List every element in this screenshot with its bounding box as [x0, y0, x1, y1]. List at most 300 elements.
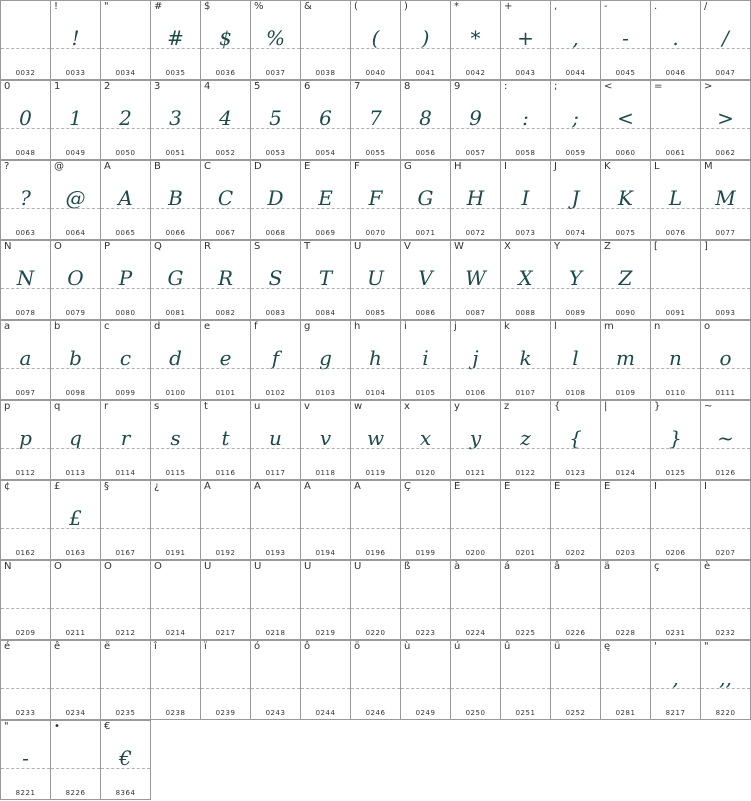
glyph-code: 0228	[615, 629, 636, 637]
glyph-cell	[100, 160, 151, 240]
baseline-dashed	[1, 608, 50, 609]
glyph-character-label: F	[354, 161, 360, 172]
glyph-code: 0118	[315, 469, 336, 477]
glyph-code: 0224	[465, 629, 486, 637]
glyph-sample	[701, 498, 750, 538]
glyph-cell	[100, 640, 151, 720]
glyph-cell	[650, 240, 701, 320]
glyph-sample: e	[219, 346, 232, 370]
glyph-character-label: %	[254, 1, 264, 12]
glyph-character-label: }	[654, 401, 661, 412]
baseline-dashed	[551, 48, 600, 49]
baseline-dashed	[151, 288, 200, 289]
glyph-code: 0099	[115, 389, 136, 397]
baseline-dashed	[101, 448, 150, 449]
row-divider	[0, 160, 751, 161]
glyph-sample	[101, 498, 150, 538]
glyph-cell	[0, 560, 51, 640]
glyph-code: 0239	[215, 709, 236, 717]
glyph-cell	[200, 160, 251, 240]
glyph-sample	[251, 658, 300, 698]
glyph-code: 0044	[565, 69, 586, 77]
glyph-sample: X	[518, 266, 533, 290]
glyph-sample: n	[669, 346, 682, 370]
glyph-code: 0220	[365, 629, 386, 637]
baseline-dashed	[451, 208, 500, 209]
glyph-sample: %	[265, 26, 285, 50]
glyph-code: 0073	[515, 229, 536, 237]
glyph-code: 8226	[65, 789, 86, 797]
glyph-code: 0281	[615, 709, 636, 717]
glyph-sample	[401, 498, 450, 538]
glyph-cell	[700, 160, 751, 240]
glyph-character-label: £	[54, 481, 61, 492]
baseline-dashed	[651, 48, 700, 49]
glyph-code: 0083	[265, 309, 286, 317]
glyph-sample: u	[269, 426, 282, 450]
glyph-code: 0103	[315, 389, 336, 397]
glyph-cell	[600, 80, 651, 160]
glyph-cell	[150, 320, 201, 400]
glyph-sample: @	[65, 186, 86, 210]
glyph-cell	[0, 640, 51, 720]
glyph-code: 0082	[215, 309, 236, 317]
baseline-dashed	[701, 288, 750, 289]
glyph-sample	[401, 658, 450, 698]
glyph-character-label: /	[704, 1, 708, 12]
glyph-sample: )	[421, 26, 430, 50]
glyph-code: 0116	[215, 469, 236, 477]
baseline-dashed	[201, 688, 250, 689]
glyph-character-label: U	[354, 241, 362, 252]
glyph-character-label: ë	[104, 641, 111, 652]
glyph-sample	[401, 578, 450, 618]
glyph-code: 0163	[65, 549, 86, 557]
baseline-dashed	[51, 208, 100, 209]
glyph-code: 0065	[115, 229, 136, 237]
glyph-sample: ,	[572, 26, 579, 50]
baseline-dashed	[551, 288, 600, 289]
glyph-code: 0212	[115, 629, 136, 637]
glyph-code: 0091	[665, 309, 686, 317]
glyph-code: 0041	[415, 69, 436, 77]
glyph-code: 0196	[365, 549, 386, 557]
glyph-sample: i	[422, 346, 429, 370]
row-divider	[0, 480, 751, 481]
glyph-sample	[201, 658, 250, 698]
glyph-code: 8364	[115, 789, 136, 797]
baseline-dashed	[301, 48, 350, 49]
glyph-sample: M	[715, 186, 736, 210]
glyph-character-label: Y	[554, 241, 561, 252]
glyph-sample	[451, 658, 500, 698]
glyph-cell	[600, 480, 651, 560]
glyph-code: 0252	[565, 709, 586, 717]
baseline-dashed	[1, 368, 50, 369]
glyph-cell	[0, 0, 51, 80]
glyph-cell	[400, 400, 451, 480]
glyph-code: 0167	[115, 549, 136, 557]
glyph-code: 0053	[265, 149, 286, 157]
row-divider	[0, 80, 751, 81]
glyph-cell	[500, 0, 551, 80]
baseline-dashed	[301, 368, 350, 369]
glyph-cell	[0, 320, 51, 400]
glyph-sample	[301, 498, 350, 538]
glyph-sample	[601, 498, 650, 538]
glyph-sample: >	[717, 106, 734, 130]
glyph-code: 0108	[565, 389, 586, 397]
baseline-dashed	[351, 208, 400, 209]
glyph-code: 0202	[565, 549, 586, 557]
glyph-code: 0047	[715, 69, 736, 77]
glyph-code: 0124	[615, 469, 636, 477]
baseline-dashed	[501, 208, 550, 209]
glyph-sample: 6	[319, 106, 332, 130]
glyph-character-label: j	[454, 321, 457, 332]
glyph-sample: T	[318, 266, 333, 290]
glyph-cell	[50, 400, 101, 480]
glyph-code: 0194	[315, 549, 336, 557]
glyph-cell	[100, 240, 151, 320]
glyph-code: 0052	[215, 149, 236, 157]
baseline-dashed	[351, 448, 400, 449]
glyph-cell	[550, 0, 601, 80]
glyph-character-label: $	[204, 1, 211, 12]
glyph-cell	[100, 320, 151, 400]
glyph-cell	[250, 80, 301, 160]
glyph-character-label: Ú	[254, 561, 262, 572]
glyph-cell	[600, 640, 651, 720]
glyph-sample	[651, 578, 700, 618]
glyph-character-label: û	[504, 641, 511, 652]
baseline-dashed	[51, 368, 100, 369]
glyph-sample	[651, 98, 700, 138]
baseline-dashed	[601, 688, 650, 689]
glyph-sample	[301, 658, 350, 698]
glyph-code: 0211	[65, 629, 86, 637]
glyph-sample: s	[170, 426, 181, 450]
glyph-cell	[350, 400, 401, 480]
glyph-sample: Z	[618, 266, 633, 290]
glyph-sample: {	[569, 426, 582, 450]
glyph-character-label: C	[204, 161, 211, 172]
glyph-code: 0223	[415, 629, 436, 637]
baseline-dashed	[401, 128, 450, 129]
glyph-code: 0251	[515, 709, 536, 717]
baseline-dashed	[301, 448, 350, 449]
glyph-character-label: &	[304, 1, 312, 12]
glyph-sample	[51, 738, 100, 778]
glyph-character-label: i	[404, 321, 407, 332]
glyph-cell	[300, 320, 351, 400]
glyph-character-label: Â	[304, 481, 311, 492]
glyph-code: 0119	[365, 469, 386, 477]
glyph-character-label: ï	[204, 641, 207, 652]
glyph-character-label: >	[704, 81, 713, 92]
glyph-code: 0111	[715, 389, 736, 397]
glyph-sample: U	[367, 266, 384, 290]
baseline-dashed	[51, 448, 100, 449]
row-divider	[0, 240, 751, 241]
glyph-character-label: ~	[704, 401, 713, 412]
glyph-code: 0199	[415, 549, 436, 557]
glyph-sample: #	[167, 26, 184, 50]
glyph-code: 0081	[165, 309, 186, 317]
glyph-code: 0088	[515, 309, 536, 317]
baseline-dashed	[501, 448, 550, 449]
baseline-dashed	[251, 208, 300, 209]
glyph-character-label: :	[504, 81, 508, 92]
glyph-character-label: .	[654, 1, 658, 12]
glyph-code: 0051	[165, 149, 186, 157]
glyph-code: 0243	[265, 709, 286, 717]
glyph-character-label: N	[4, 241, 12, 252]
glyph-character-label: [	[654, 241, 658, 252]
glyph-cell	[50, 0, 101, 80]
glyph-sample: W	[465, 266, 486, 290]
glyph-sample	[301, 578, 350, 618]
glyph-character-label: X	[504, 241, 511, 252]
glyph-code: 0032	[15, 69, 36, 77]
glyph-sample: q	[69, 426, 82, 450]
glyph-cell	[50, 640, 101, 720]
glyph-cell	[650, 80, 701, 160]
glyph-cell	[550, 160, 601, 240]
glyph-code: 0087	[465, 309, 486, 317]
glyph-code: 0035	[165, 69, 186, 77]
glyph-cell	[300, 0, 351, 80]
glyph-cell	[150, 640, 201, 720]
glyph-character-label: R	[204, 241, 211, 252]
baseline-dashed	[351, 128, 400, 129]
glyph-code: 0206	[665, 549, 686, 557]
glyph-character-label: Ó	[54, 561, 62, 572]
baseline-dashed	[301, 288, 350, 289]
glyph-sample: ,	[672, 666, 679, 690]
glyph-cell	[200, 640, 251, 720]
glyph-cell	[650, 560, 701, 640]
glyph-code: 0203	[615, 549, 636, 557]
baseline-dashed	[451, 688, 500, 689]
glyph-cell	[400, 240, 451, 320]
baseline-dashed	[401, 448, 450, 449]
glyph-sample: G	[167, 266, 184, 290]
glyph-cell	[300, 560, 351, 640]
glyph-cell	[0, 80, 51, 160]
glyph-sample: }	[669, 426, 682, 450]
baseline-dashed	[401, 288, 450, 289]
glyph-sample: l	[572, 346, 579, 370]
glyph-cell	[650, 160, 701, 240]
glyph-sample	[251, 498, 300, 538]
baseline-dashed	[451, 608, 500, 609]
glyph-code: 0034	[115, 69, 136, 77]
glyph-code: 0060	[615, 149, 636, 157]
glyph-sample	[351, 658, 400, 698]
glyph-character-label: t	[204, 401, 208, 412]
glyph-character-label: -	[604, 1, 608, 12]
glyph-sample: $	[219, 26, 232, 50]
glyph-character-label: 7	[354, 81, 361, 92]
baseline-dashed	[601, 448, 650, 449]
glyph-code: 0046	[665, 69, 686, 77]
glyph-character-label: ?	[4, 161, 10, 172]
glyph-character-label: Ü	[354, 561, 362, 572]
glyph-character-label: 8	[404, 81, 411, 92]
glyph-cell	[550, 400, 601, 480]
glyph-character-label: !	[54, 1, 59, 12]
glyph-sample	[451, 578, 500, 618]
glyph-code: 0077	[715, 229, 736, 237]
baseline-dashed	[351, 608, 400, 609]
glyph-cell	[250, 640, 301, 720]
glyph-sample: I	[521, 186, 530, 210]
glyph-code: 0049	[65, 149, 86, 157]
glyph-sample: L	[668, 186, 683, 210]
glyph-cell	[150, 480, 201, 560]
glyph-character-label: ]	[704, 241, 708, 252]
row-divider	[0, 400, 751, 401]
glyph-code: 0085	[365, 309, 386, 317]
glyph-character-label: á	[504, 561, 511, 572]
glyph-sample: r	[120, 426, 131, 450]
glyph-sample: x	[419, 426, 432, 450]
glyph-sample	[601, 658, 650, 698]
glyph-character-label: ;	[554, 81, 558, 92]
glyph-cell	[350, 560, 401, 640]
glyph-code: 0040	[365, 69, 386, 77]
baseline-dashed	[701, 448, 750, 449]
glyph-code: 0101	[215, 389, 236, 397]
glyph-character-label: Î	[654, 481, 657, 492]
glyph-cell	[50, 240, 101, 320]
glyph-character-label: Ï	[704, 481, 707, 492]
baseline-dashed	[101, 688, 150, 689]
glyph-cell	[250, 560, 301, 640]
glyph-character-label: Q	[154, 241, 162, 252]
glyph-character-label: Ä	[354, 481, 361, 492]
glyph-code: 8217	[665, 709, 686, 717]
glyph-code: 0191	[165, 549, 186, 557]
glyph-code: 0209	[15, 629, 36, 637]
glyph-sample: g	[319, 346, 332, 370]
glyph-cell	[200, 400, 251, 480]
baseline-dashed	[1, 768, 50, 769]
glyph-cell	[650, 480, 701, 560]
glyph-cell	[50, 80, 101, 160]
baseline-dashed	[501, 128, 550, 129]
glyph-sample: (	[371, 26, 380, 50]
glyph-cell	[500, 480, 551, 560]
glyph-sample: m	[616, 346, 635, 370]
baseline-dashed	[701, 208, 750, 209]
glyph-code: 0219	[315, 629, 336, 637]
glyph-sample: .	[672, 26, 679, 50]
glyph-sample: N	[16, 266, 35, 290]
glyph-character-label: y	[454, 401, 460, 412]
glyph-code: 0071	[415, 229, 436, 237]
glyph-cell	[350, 640, 401, 720]
glyph-character-label: |	[604, 401, 608, 412]
glyph-character-label: +	[504, 1, 513, 12]
glyph-cell	[150, 560, 201, 640]
glyph-character-label: E	[304, 161, 311, 172]
baseline-dashed	[101, 528, 150, 529]
glyph-cell	[100, 560, 151, 640]
glyph-sample: v	[319, 426, 332, 450]
glyph-cell	[650, 400, 701, 480]
glyph-cell	[200, 480, 251, 560]
glyph-cell	[0, 160, 51, 240]
glyph-sample	[701, 258, 750, 298]
glyph-sample: C	[217, 186, 234, 210]
glyph-code: 0079	[65, 309, 86, 317]
glyph-sample: 8	[419, 106, 432, 130]
glyph-character-label: A	[104, 161, 111, 172]
glyph-cell	[500, 240, 551, 320]
glyph-sample: O	[67, 266, 84, 290]
glyph-code: 0098	[65, 389, 86, 397]
glyph-character-label: T	[304, 241, 311, 252]
glyph-code: 0107	[515, 389, 536, 397]
row-divider	[0, 560, 751, 561]
glyph-code: 0090	[615, 309, 636, 317]
glyph-code: 0067	[215, 229, 236, 237]
glyph-code: 0233	[15, 709, 36, 717]
glyph-code: 0059	[565, 149, 586, 157]
baseline-dashed	[501, 368, 550, 369]
glyph-code: 0123	[565, 469, 586, 477]
glyph-character-label: Ç	[404, 481, 411, 492]
baseline-dashed	[451, 48, 500, 49]
glyph-code: 0054	[315, 149, 336, 157]
glyph-character-label: o	[704, 321, 711, 332]
glyph-sample	[551, 498, 600, 538]
baseline-dashed	[551, 608, 600, 609]
baseline-dashed	[151, 208, 200, 209]
glyph-cell	[400, 160, 451, 240]
glyph-cell	[200, 320, 251, 400]
glyph-cell	[300, 240, 351, 320]
glyph-code: 0100	[165, 389, 186, 397]
glyph-sample: £	[69, 506, 82, 530]
glyph-cell	[350, 160, 401, 240]
glyph-cell	[0, 720, 51, 800]
glyph-cell	[450, 640, 501, 720]
glyph-character-label: Û	[304, 561, 312, 572]
glyph-character-label: G	[404, 161, 412, 172]
glyph-cell	[350, 480, 401, 560]
glyph-sample: J	[571, 186, 580, 210]
baseline-dashed	[201, 128, 250, 129]
glyph-cell	[50, 560, 101, 640]
glyph-code: 0249	[415, 709, 436, 717]
baseline-dashed	[201, 208, 250, 209]
baseline-dashed	[101, 48, 150, 49]
glyph-cell	[450, 0, 501, 80]
baseline-dashed	[101, 368, 150, 369]
glyph-character-label: ù	[404, 641, 411, 652]
baseline-dashed	[351, 688, 400, 689]
glyph-sample: 9	[469, 106, 482, 130]
glyph-character-label: P	[104, 241, 111, 252]
glyph-character-label: é	[4, 641, 11, 652]
glyph-cell	[600, 320, 651, 400]
baseline-dashed	[1, 48, 50, 49]
glyph-sample	[51, 578, 100, 618]
baseline-dashed	[551, 688, 600, 689]
